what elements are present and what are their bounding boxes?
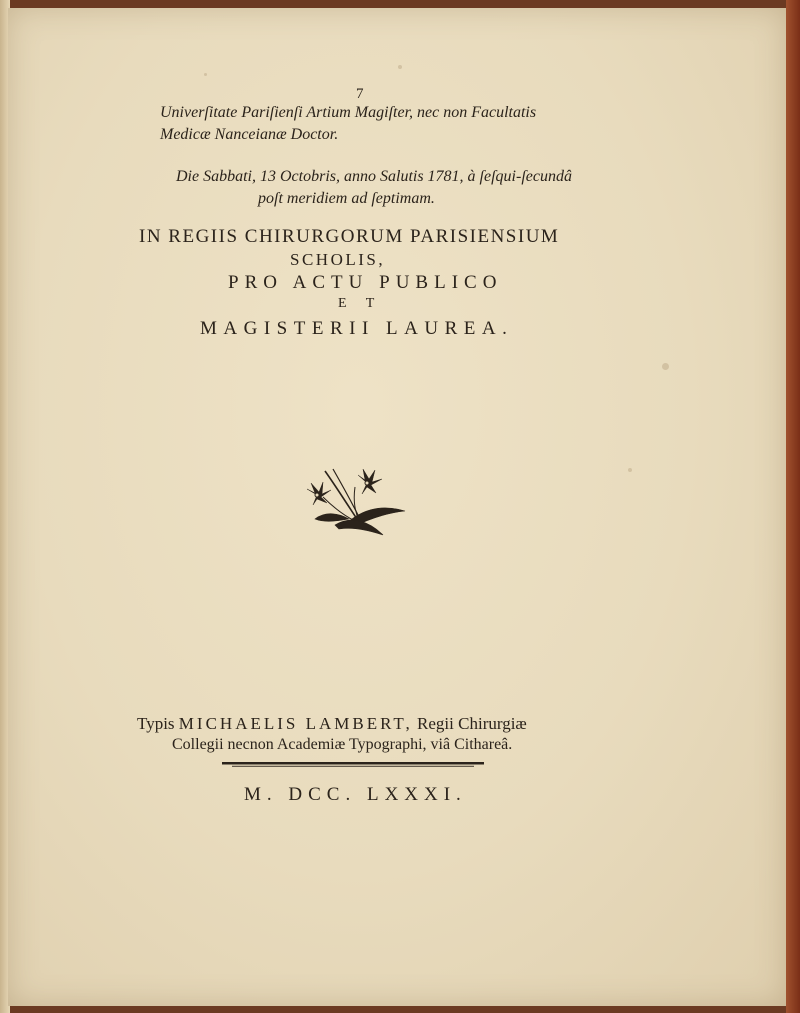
imprint-printer: MICHAELIS LAMBERT, bbox=[178, 714, 413, 733]
imprint-line-2: Collegii necnon Academiæ Typographi, viâ Cithareâ. bbox=[172, 736, 513, 753]
imprint-line1-rest: Regii Chirurgiæ bbox=[417, 714, 527, 733]
text-line-4: poſt meridiem ad ſeptimam. bbox=[258, 190, 435, 207]
title-line-1: IN REGIIS CHIRURGORUM PARISIENSIUM bbox=[139, 226, 560, 247]
paper-speck bbox=[398, 65, 402, 69]
floral-vignette-icon bbox=[295, 467, 410, 539]
text-line-3: Die Sabbati, 13 Octobris, anno Salutis 1781, à ſeſqui-ſecundâ bbox=[176, 168, 572, 185]
imprint-date: M. DCC. LXXXI. bbox=[244, 784, 467, 805]
text-line-2: Medicæ Nanceianæ Doctor. bbox=[160, 126, 339, 143]
paper-speck bbox=[662, 363, 669, 370]
paper-speck bbox=[628, 468, 632, 472]
imprint-line-1 bbox=[137, 714, 527, 734]
title-line-2: SCHOLIS, bbox=[290, 250, 386, 269]
imprint-prefix: Typis bbox=[137, 714, 175, 733]
title-line-4: E T bbox=[338, 296, 383, 311]
book-cover-edge bbox=[786, 0, 800, 1013]
text-line-1: Univerſitate Pariſienſi Artium Magiſter, nec non Facultatis bbox=[160, 104, 537, 121]
double-rule-divider bbox=[222, 762, 484, 767]
page-number: 7 bbox=[356, 86, 364, 102]
paper-speck bbox=[204, 73, 207, 76]
title-line-3: PRO ACTU PUBLICO bbox=[228, 272, 503, 293]
title-line-5: MAGISTERII LAUREA. bbox=[200, 318, 514, 339]
